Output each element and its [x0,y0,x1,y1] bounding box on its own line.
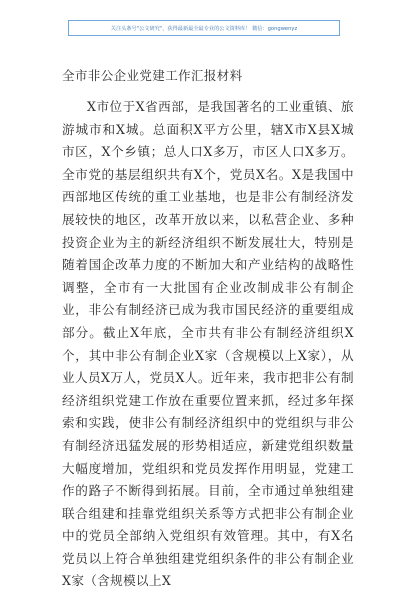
document-body: X市位于X省西部，是我国著名的工业重镇、旅游城市和X城。总面积X平方公里，辖X市X县X城市区，X个乡镇；总人口X多万，市区人口X多万。全市党的基层组织共有X个，党员X名。X是我国中西部地区传统的重工业基地，也是非公有制经济发展较快的地区，改革开放以来，以私营企业、多种投资企业为主的新经济组织不断发展壮大，特别是随着国企改革力度的不断加大和产业结构的战略性调整，全市有一大批国有企业改制成非公有制企业，非公有制经济已成为我市国民经济的重要组成部分。截止X年底，全市共有非公有制经济组织X个，其中非公有制企业X家（含规模以上X家），从业人员X万人，党员X人。近年来，我市把非公有制经济组织党建工作放在重要位置来抓，经过多年探索和实践，使非公有制经济组织中的党组织与非公有制经济迅猛发展的形势相适应，新建党组织数量大幅度增加，党组织和党员发挥作用明显，党建工作的路子不断得到拓展。目前，全市通过单独组建联合组建和挂靠党组织关系等方式把非公有制企业中的党员全部纳入党组织有效管理。其中，有X名党员以上符合单独组建党组织条件的非公有制企业X家（含规模以上X [62,99,354,589]
document-title: 全市非公企业党建工作汇报材料 [62,68,243,83]
banner-text: 关注头条号"公文研究"，获得最新最全最专业的公文资料库！ 微信：gongwenyz [110,25,298,32]
header-banner [68,20,340,36]
